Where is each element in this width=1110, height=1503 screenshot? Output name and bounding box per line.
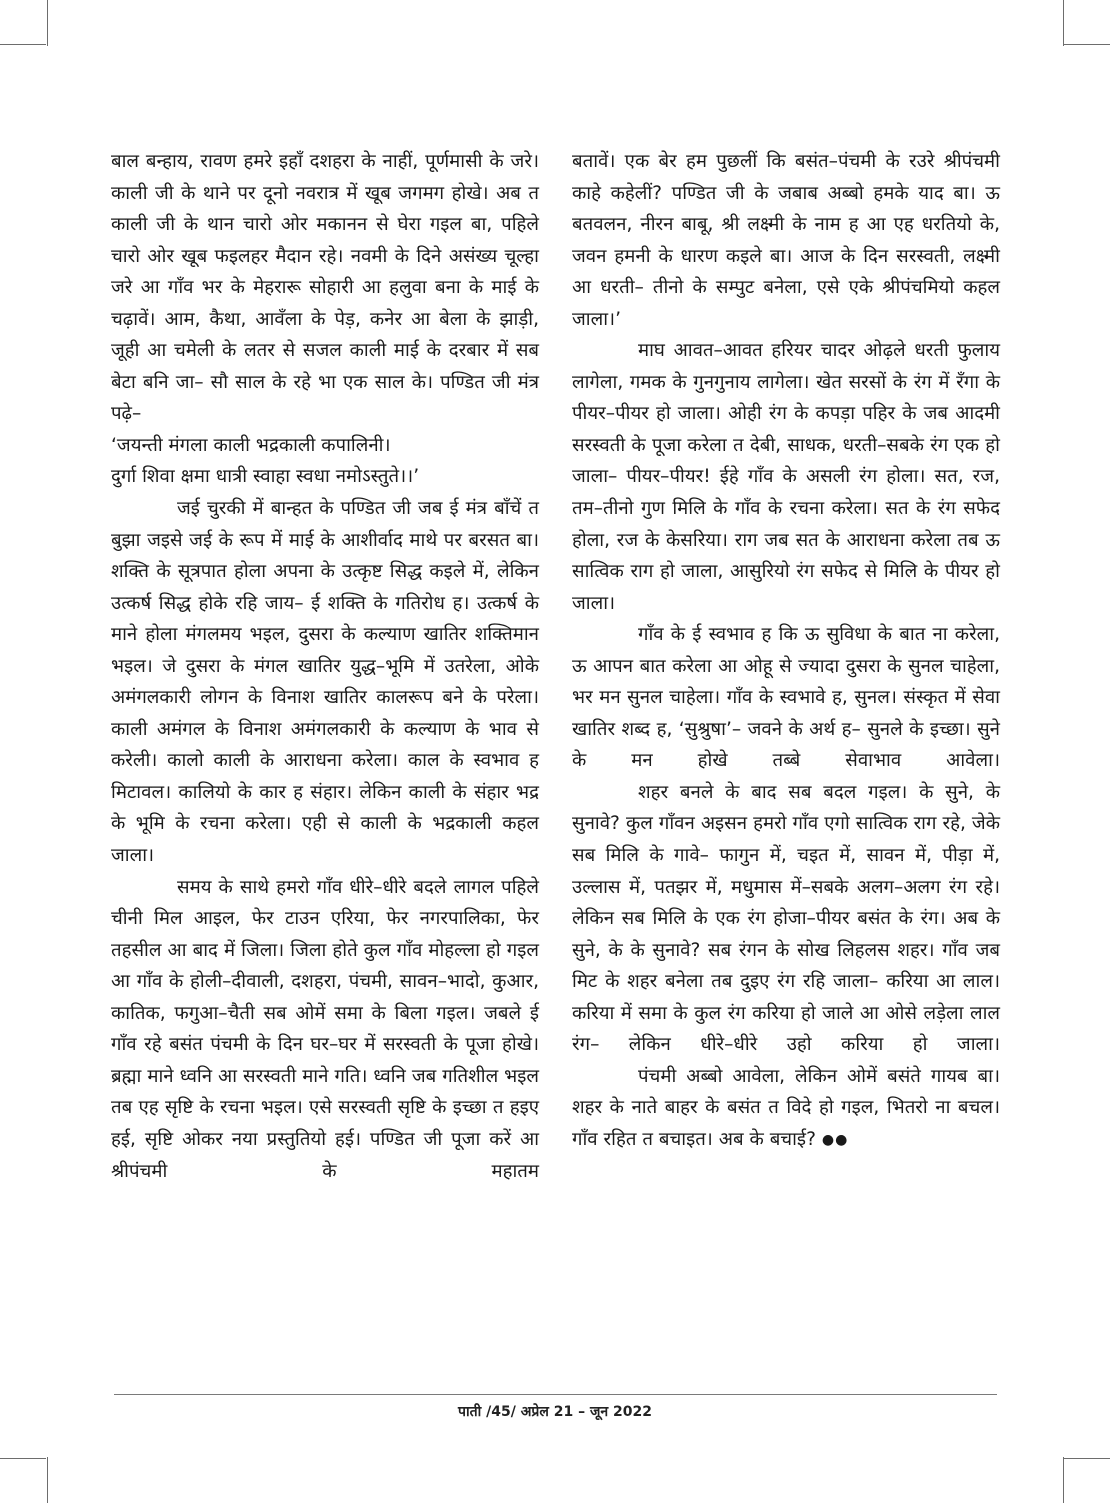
footer-rule [114, 1394, 997, 1395]
mantra-line: ‘जयन्ती मंगला काली भद्रकाली कपालिनी। [111, 434, 391, 456]
body-paragraph: जई चुरकी में बान्हत के पण्डित जी जब ई मंत्र बाँचें त बुझा जइसे जई के रूप में माई के आशीर्वाद माथे पर बरसत बा। शक्ति के सूत्रपात होला अपना के उत्कृष्ट सिद्ध कइले में, लेकिन उत्कर्ष सिद्ध होके रहि जाय– ई शक्ति के गतिरोध ह। उत्कर्ष के माने होला मंगलमय भइल, दुसरा के कल्याण खातिर शक्तिमान भइल। जे दुसरा के मंगल खातिर युद्ध–भूमि में उतरेला, ओके अमंगलकारी लोगन के विनाश खातिर कालरूप बने के परेला। काली अमंगल के विनाश अमंगलकारी के कल्याण के भाव से करेली। कालो काली के आराधना करेला। काल के स्वभाव ह मिटावल। कालियो के कार ह संहार। लेकिन काली के संहार भद्र के भूमि के रचना करेला। एही से काली के भद्रकाली कहल जाला। [111, 498, 539, 867]
crop-mark [1064, 1458, 1110, 1459]
body-paragraph: शहर बनले के बाद सब बदल गइल। के सुने, के सुनावे? कुल गाँवन अइसन हमरो गाँव एगो सात्विक राग रहे, जेके सब मिलि के गावे– फागुन में, चइत में, सावन में, पीड़ा में, उल्लास में, पतझर में, मधुमास में–सबके अलग–अलग रंग रहे। लेकिन सब मिलि के एक रंग होजा–पीयर बसंत के रंग। अब के सुने, के के सुनावे? सब रंगन के सोख लिहलस शहर। गाँव जब मिट के शहर बनेला तब दुइए रंग रहि जाला– करिया आ लाल। करिया में समा के कुल रंग करिया हो जाले आ ओसे लड़ेला लाल रंग– लेकिन धीरे–धीरे उहो करिया हो जाला। [572, 781, 1000, 1056]
body-paragraph [572, 1061, 1000, 1157]
body-paragraph: समय के साथे हमरो गाँव धीरे–धीरे बदले लागल पहिले चीनी मिल आइल, फेर टाउन एरिया, फेर नगरपालिका, फेर तहसील आ बाद में जिला। जिला होते कुल गाँव मोहल्ला हो गइल आ गाँव के होली–दीवाली, दशहरा, पंचमी, सावन–भादो, कुआर, कातिक, फगुआ–चैती सब ओमें समा के बिला गइल। जबले ई गाँव रहे बसंत पंचमी के दिन घर–घर में सरस्वती के पूजा होखे। ब्रह्मा माने ध्वनि आ सरस्वती माने गति। ध्वनि जब गतिशील भइल तब एह सृष्टि के रचना भइल। एसे सरस्वती सृष्टि के इच्छा त हइए हई, सृष्टि ओकर नया प्रस्तुतियो हई। पण्डित जी पूजा करें आ श्रीपंचमी के महातम [111, 876, 539, 1182]
end-mark: ●● [821, 1131, 849, 1148]
mantra-line: दुर्गा शिवा क्षमा धात्री स्वाहा स्वधा नमोऽस्तुते।।’ [111, 466, 420, 488]
body-paragraph: गाँव के ई स्वभाव ह कि ऊ सुविधा के बात ना करेला, ऊ आपन बात करेला आ ओहू से ज्यादा दुसरा के सुनल चाहेला, भर मन सुनल चाहेला। गाँव के स्वभावे ह, सुनल। संस्कृत में सेवा खातिर शब्द ह, ‘सुश्रुषा’– जवने के अर्थ ह– सुनले के इच्छा। सुने के मन होखे तब्बे सेवाभाव आवेला। [572, 624, 1000, 772]
crop-mark [0, 1458, 46, 1459]
crop-mark [0, 44, 46, 45]
right-column [572, 146, 1000, 1157]
page-footer: पाती /45/ अप्रेल 21 – जून 2022 [458, 1404, 652, 1420]
crop-mark [1063, 1457, 1064, 1503]
left-column [111, 146, 539, 1187]
body-paragraph: बतावें। एक बेर हम पुछलीं कि बसंत–पंचमी के रउरे श्रीपंचमी काहे कहेलीं? पण्डित जी के जबाब अब्बो हमके याद बा। ऊ बतवलन, नीरन बाबू, श्री लक्ष्मी के नाम ह आ एह धरतियो के, जवन हमनी के धारण कइले बा। आज के दिन सरस्वती, लक्ष्मी आ धरती– तीनो के सम्पुट बनेला, एसे एके श्रीपंचमियो कहल जाला।’ [572, 151, 1000, 330]
closing-paragraph-text: पंचमी अब्बो आवेला, लेकिन ओमें बसंते गायब बा। शहर के नाते बाहर के बसंत त विदे हो गइल, भितरो ना बचल। गाँव रहित त बचाइत। अब के बचाई? [572, 1065, 1000, 1150]
crop-mark [47, 1457, 48, 1503]
body-paragraph: बाल बन्हाय, रावण हमरे इहाँ दशहरा के नाहीं, पूर्णमासी के जरे। काली जी के थाने पर दूनो नवरात्र में खूब जगमग होखे। अब त काली जी के थान चारो ओर मकानन से घेरा गइल बा, पहिले चारो ओर खूब फइलहर मैदान रहे। नवमी के दिने असंख्य चूल्हा जरे आ गाँव भर के मेहरारू सोहारी आ हलुवा बना के माई के चढ़ावें। आम, कैथा, आवँला के पेड़, कनेर आ बेला के झाड़ी, जूही आ चमेली के लतर से सजल काली माई के दरबार में सब बेटा बनि जा– सौ साल के रहे भा एक साल के। पण्डित जी मंत्र पढ़े– [111, 151, 539, 425]
crop-mark [47, 0, 48, 46]
crop-mark [1064, 44, 1110, 45]
crop-mark [1063, 0, 1064, 46]
body-paragraph: माघ आवत–आवत हरियर चादर ओढ़ले धरती फुलाय लागेला, गमक के गुनगुनाय लागेला। खेत सरसों के रंग में रँगा के पीयर–पीयर हो जाला। ओही रंग के कपड़ा पहिर के जब आदमी सरस्वती के पूजा करेला त देबी, साधक, धरती–सबके रंग एक हो जाला– पीयर–पीयर! ईहे गाँव के असली रंग होला। सत, रज, तम–तीनो गुण मिलि के गाँव के रचना करेला। सत के रंग सफेद होला, रज के केसरिया। राग जब सत के आराधना करेला तब ऊ सात्विक राग हो जाला, आसुरियो रंग सफेद से मिलि के पीयर हो जाला। [572, 340, 1001, 614]
